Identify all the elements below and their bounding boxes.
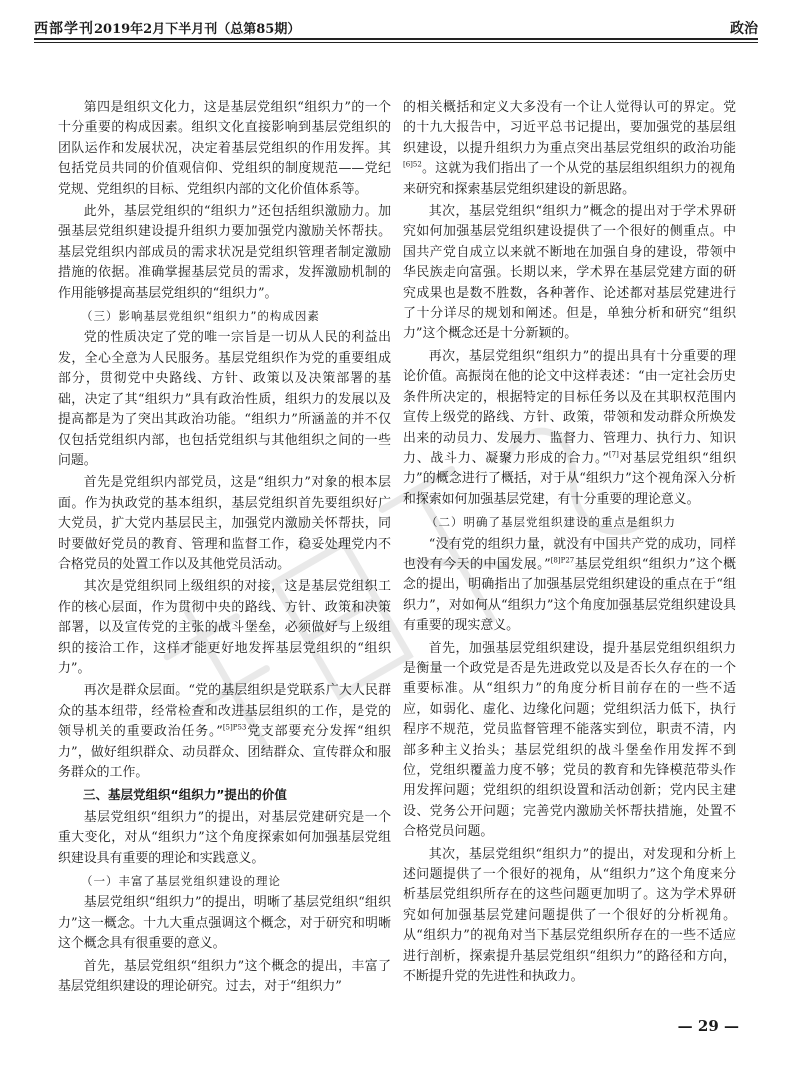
- paragraph-text: （三）影响基层党组织“组织力”的构成因素: [81, 309, 320, 324]
- paragraph-text: 的相关概括和定义大多没有一个让人觉得认可的界定。党的十九大报告中，习近平总书记提出，要加强党的基层组织建设，以提升组织力为重点突出基层党组织的政治功能: [403, 100, 736, 156]
- paragraph-text: 基层党组织“组织力”的提出，明晰了基层党组织“组织力”这一概念。十九大重点强调这个概念，对于研究和明晰这个概念具有很重要的意义。: [58, 895, 391, 952]
- body-paragraph: [403, 845, 736, 988]
- body-paragraph: [58, 957, 391, 998]
- body-paragraph: [58, 98, 391, 200]
- body-paragraph: [58, 328, 391, 471]
- body-paragraph: [58, 202, 391, 304]
- paragraph-text: （二）明确了基层党组织建设的重点是组织力: [426, 515, 676, 530]
- paragraph-text: 此外，基层党组织的“组织力”还包括组织激励力。加强基层党组织建设提升组织力要加强党内激励关怀帮扶。基层党组织内部成员的需求状况是党组织管理者制定激励措施的依据。准确掌握基层党员的需求，发挥激励机制的作用能够提高基层党组织的“组织力”。: [58, 204, 391, 301]
- section-heading: [58, 785, 391, 805]
- paragraph-text: 其次，基层党组织“组织力”概念的提出对于学术界研究如何加强基层党组织建设提供了一个很好的侧重点。中国共产党自成立以来就不断地在加强自身的建设，带领中华民族走向富强。长期以来，学术界在基层党建方面的研究成果也是数不胜数，各种著作、论述都对基层党建进行了十分详尽的规划和阐述。但是，单独分析和研究“组织力”这个概念还是十分新颖的。: [403, 204, 736, 342]
- body-paragraph: [58, 808, 391, 869]
- paragraph-text: （一）丰富了基层党组织建设的理论: [81, 874, 281, 889]
- paragraph-text: 其次是党组织同上级组织的对接，这是基层党组织工作的核心层面，作为贯彻中央的路线、方针、政策和决策部署，以及宣传党的主张的战斗堡垒，必须做好与上级组织的接洽工作，这样才能更好地发挥基层党组织的“组织力”。: [58, 579, 391, 676]
- header-journal-info: [34, 18, 300, 38]
- paragraph-text: 首先，加强基层党组织建设，提升基层党组织组织力是衡量一个政党是否是先进政党以及是否长久存在的一个重要标准。从“组织力”的角度分析目前存在的一些不适应，如弱化、虚化、边缘化问题；党组织活力低下，执行程序不规范，党员监督管理不能落实到位，职责不清，内部多种主义抬头；基层党组织的战斗堡垒作用发挥不到位，党组织覆盖力度不够；党员的教育和先锋模范带头作用发挥问题；党组织的组织设置和活动创新；党内民主建设、党务公开问题；完善党内激励关怀帮扶措施，处置不合格党员问题。: [403, 640, 736, 840]
- paragraph-text-continued: 基层党组织“组织力”这个概念的提出，明确指出了加强基层党组织建设的重点在于“组织力”，对如何从“组织力”这个角度加强基层党组织建设具有重要的现实意义。: [403, 556, 736, 634]
- paragraph-text: 其次，基层党组织“组织力”的提出，对发现和分析上述问题提供了一个很好的视角，从“组织力”这个角度来分析基层党组织所存在的这些问题更加明了。这为学术界研究如何加强基层党建问题提供了一个很好的分析视角。从“组织力”的视角对当下基层党组织所存在的一些不适应进行剖析，探索提升基层党组织“组织力”的路径和方向，不断提升党的先进性和执政力。: [403, 846, 736, 985]
- body-paragraph: [58, 893, 391, 954]
- paragraph-text: 基层党组织“组织力”的提出，对基层党建研究是一个重大变化，对从“组织力”这个角度探索如何加强基层党组织建设具有重要的理论和实践意义。: [58, 809, 391, 866]
- citation-marker: [8]P27: [550, 556, 575, 565]
- paragraph-text-continued: 党支部要充分发挥“组织力”，做好组织群众、动员群众、团结群众、宣传群众和服务群众的工作。: [58, 724, 392, 780]
- issue-label: 2019年2月下半月刊（总第85期）: [94, 22, 301, 37]
- citation-marker: [5]P53: [222, 723, 247, 732]
- body-paragraph: [58, 681, 391, 783]
- page-number: — 29 —: [677, 1017, 739, 1035]
- body-paragraph: [58, 577, 391, 679]
- paragraph-text: 再次，基层党组织“组织力”的提出具有十分重要的理论价值。高振岗在他的论文中这样表述：“由一定社会历史条件所决定的，根据特定的目标任务以及在其职权范围内宣传上级党的路线、方针、政策，带领和发动群众所焕发出来的动员力、发展力、监督力、管理力、执行力、知识力、战斗力、凝聚力形成的合力。”: [403, 348, 736, 466]
- body-paragraph: [403, 535, 736, 637]
- paragraph-text: 党的性质决定了党的唯一宗旨是一切从人民的利益出发，全心全意为人民服务。基层党组织作为党的重要组成部分，贯彻党中央路线、方针、政策以及决策部署的基础，决定了其“组织力”具有政治性质，组织力的发展以及提高都是为了突出其政治功能。“组织力”所涵盖的并不仅仅包括党组织内部，也包括党组织与其他组织之间的一些问题。: [58, 330, 391, 468]
- journal-logo: 西部学刊: [34, 21, 94, 37]
- citation-marker: [6]52: [403, 160, 422, 169]
- body-paragraph: [403, 98, 736, 200]
- section-label: 政治: [730, 21, 758, 37]
- body-paragraph: [58, 473, 391, 575]
- left-column: [58, 98, 391, 999]
- paragraph-text-continued: 。这就为我们指出了一个从党的基层组织组织力的视角来研究和探索基层党组织建设的新思路。: [403, 161, 736, 197]
- header-rule-thick: [34, 38, 758, 40]
- paragraph-text: 首先是党组织内部党员，这是“组织力”对象的根本层面。作为执政党的基本组织，基层党组织首先要组织好广大党员，扩大党内基层民主，加强党内激励关怀帮扶，同时要做好党员的教育、管理和监督工作，稳妥处理党内不合格党员的处置工作以及其他党员活动。: [58, 475, 391, 572]
- paragraph-text-continued: 对基层党组织“组织力”的概念进行了概括，对于从“组织力”这个视角深入分析和探索如何加强基层党建，有十分重要的理论意义。: [403, 450, 737, 507]
- paragraph-text: 首先，基层党组织“组织力”这个概念的提出，丰富了基层党组织建设的理论研究。过去，对于“组织力”: [58, 958, 391, 995]
- body-paragraph: [403, 347, 736, 510]
- citation-marker: [7]: [608, 450, 619, 459]
- body-paragraph: [403, 639, 736, 843]
- header-rule-thin: [34, 42, 758, 43]
- subsection-heading: [58, 871, 391, 891]
- body-paragraph: [403, 202, 736, 345]
- right-column: [403, 98, 736, 989]
- page-header: [34, 14, 758, 38]
- paragraph-text: “没有党的组织力量，就没有中国共产党的成功，同样也没有今天的中国发展。”: [403, 536, 736, 572]
- paragraph-text: 再次是群众层面。“党的基层组织是党联系广大人民群众的基本纽带，经常检查和改进基层组织的工作，是党的领导机关的重要政治任务。”: [58, 683, 391, 740]
- subsection-heading: [58, 306, 391, 326]
- paragraph-text: 第四是组织文化力，这是基层党组织“组织力”的一个十分重要的构成因素。组织文化直接影响到基层党组织的团队运作和发展状况，决定着基层党组织的作用发挥。其包括党员共同的价值观信仰、党组织的制度规范——党纪党规、党组织的目标、党组织内部的文化价值体系等。: [58, 100, 391, 197]
- paragraph-text: 三、基层党组织“组织力”提出的价值: [83, 787, 287, 803]
- subsection-heading: [403, 512, 736, 532]
